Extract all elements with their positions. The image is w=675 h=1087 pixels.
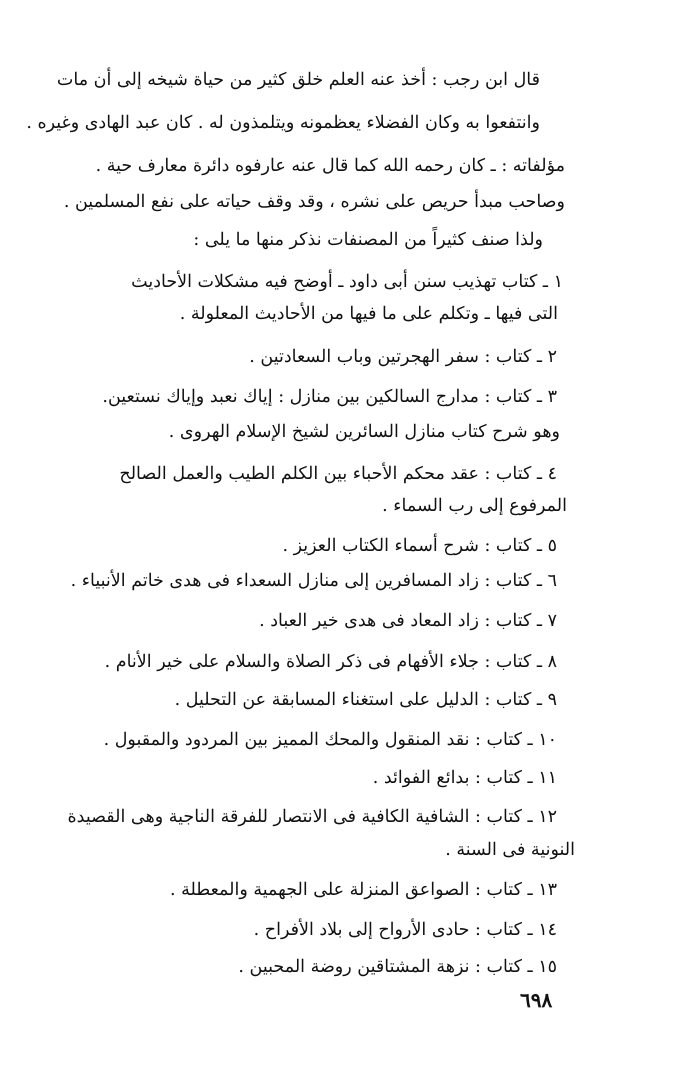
list-item: ٤ ـ كتاب : عقد محكم الأحباء بين الكلم الطيب والعمل الصالح	[119, 464, 557, 484]
text-line: وهو شرح كتاب منازل السائرين لشيخ الإسلام الهروى .	[168, 422, 560, 442]
list-item: ٨ ـ كتاب : جلاء الأفهام فى ذكر الصلاة والسلام على خير الأنام .	[104, 652, 557, 672]
list-item: ١ ـ كتاب تهذيب سنن أبى داود ـ أوضح فيه مشكلات الأحاديث	[131, 272, 563, 292]
text-line: وانتفعوا به وكان الفضلاء يعظمونه ويتلمذون له . كان عبد الهادى وغيره .	[26, 113, 540, 133]
text-line: مؤلفاته : ـ كان رحمه الله كما قال عنه عارفوه دائرة معارف حية .	[95, 156, 565, 176]
list-item: ١٣ ـ كتاب : الصواعق المنزلة على الجهمية والمعطلة .	[169, 880, 557, 900]
list-item: ١١ ـ كتاب : بدائع الفوائد .	[372, 768, 557, 788]
list-item: ٦ ـ كتاب : زاد المسافرين إلى منازل السعداء فى هدى خاتم الأنبياء .	[70, 571, 557, 591]
list-item: ٥ ـ كتاب : شرح أسماء الكتاب العزيز .	[282, 536, 557, 556]
list-item: ٩ ـ كتاب : الدليل على استغناء المسابقة عن التحليل .	[174, 690, 557, 710]
list-item: ٧ ـ كتاب : زاد المعاد فى هدى خير العباد .	[259, 611, 557, 631]
text-line: قال ابن رجب : أخذ عنه العلم خلق كثير من حياة شيخه إلى أن مات	[56, 70, 540, 90]
list-item: ١٤ ـ كتاب : حادى الأرواح إلى بلاد الأفراح .	[253, 920, 557, 940]
text-line: النونية فى السنة .	[445, 840, 575, 860]
list-item: ٢ ـ كتاب : سفر الهجرتين وباب السعادتين .	[249, 347, 557, 367]
text-line: المرفوع إلى رب السماء .	[382, 496, 567, 516]
text-line: ولذا صنف كثيراً من المصنفات نذكر منها ما يلى :	[193, 230, 543, 250]
text-line: التى فيها ـ وتكلم على ما فيها من الأحاديث المعلولة .	[179, 304, 558, 324]
page-number: ٦٩٨	[520, 988, 553, 1012]
list-item: ٣ ـ كتاب : مدارج السالكين بين منازل : إياك نعبد وإياك نستعين.	[102, 387, 557, 407]
list-item: ١٢ ـ كتاب : الشافية الكافية فى الانتصار للفرقة الناجية وهى القصيدة	[67, 807, 557, 827]
text-line: وصاحب مبدأ حريص على نشره ، وقد وقف حياته على نفع المسلمين .	[63, 192, 565, 212]
list-item: ١٥ ـ كتاب : نزهة المشتاقين روضة المحبين .	[238, 957, 557, 977]
list-item: ١٠ ـ كتاب : نقد المنقول والمحك المميز بين المردود والمقبول .	[103, 730, 557, 750]
